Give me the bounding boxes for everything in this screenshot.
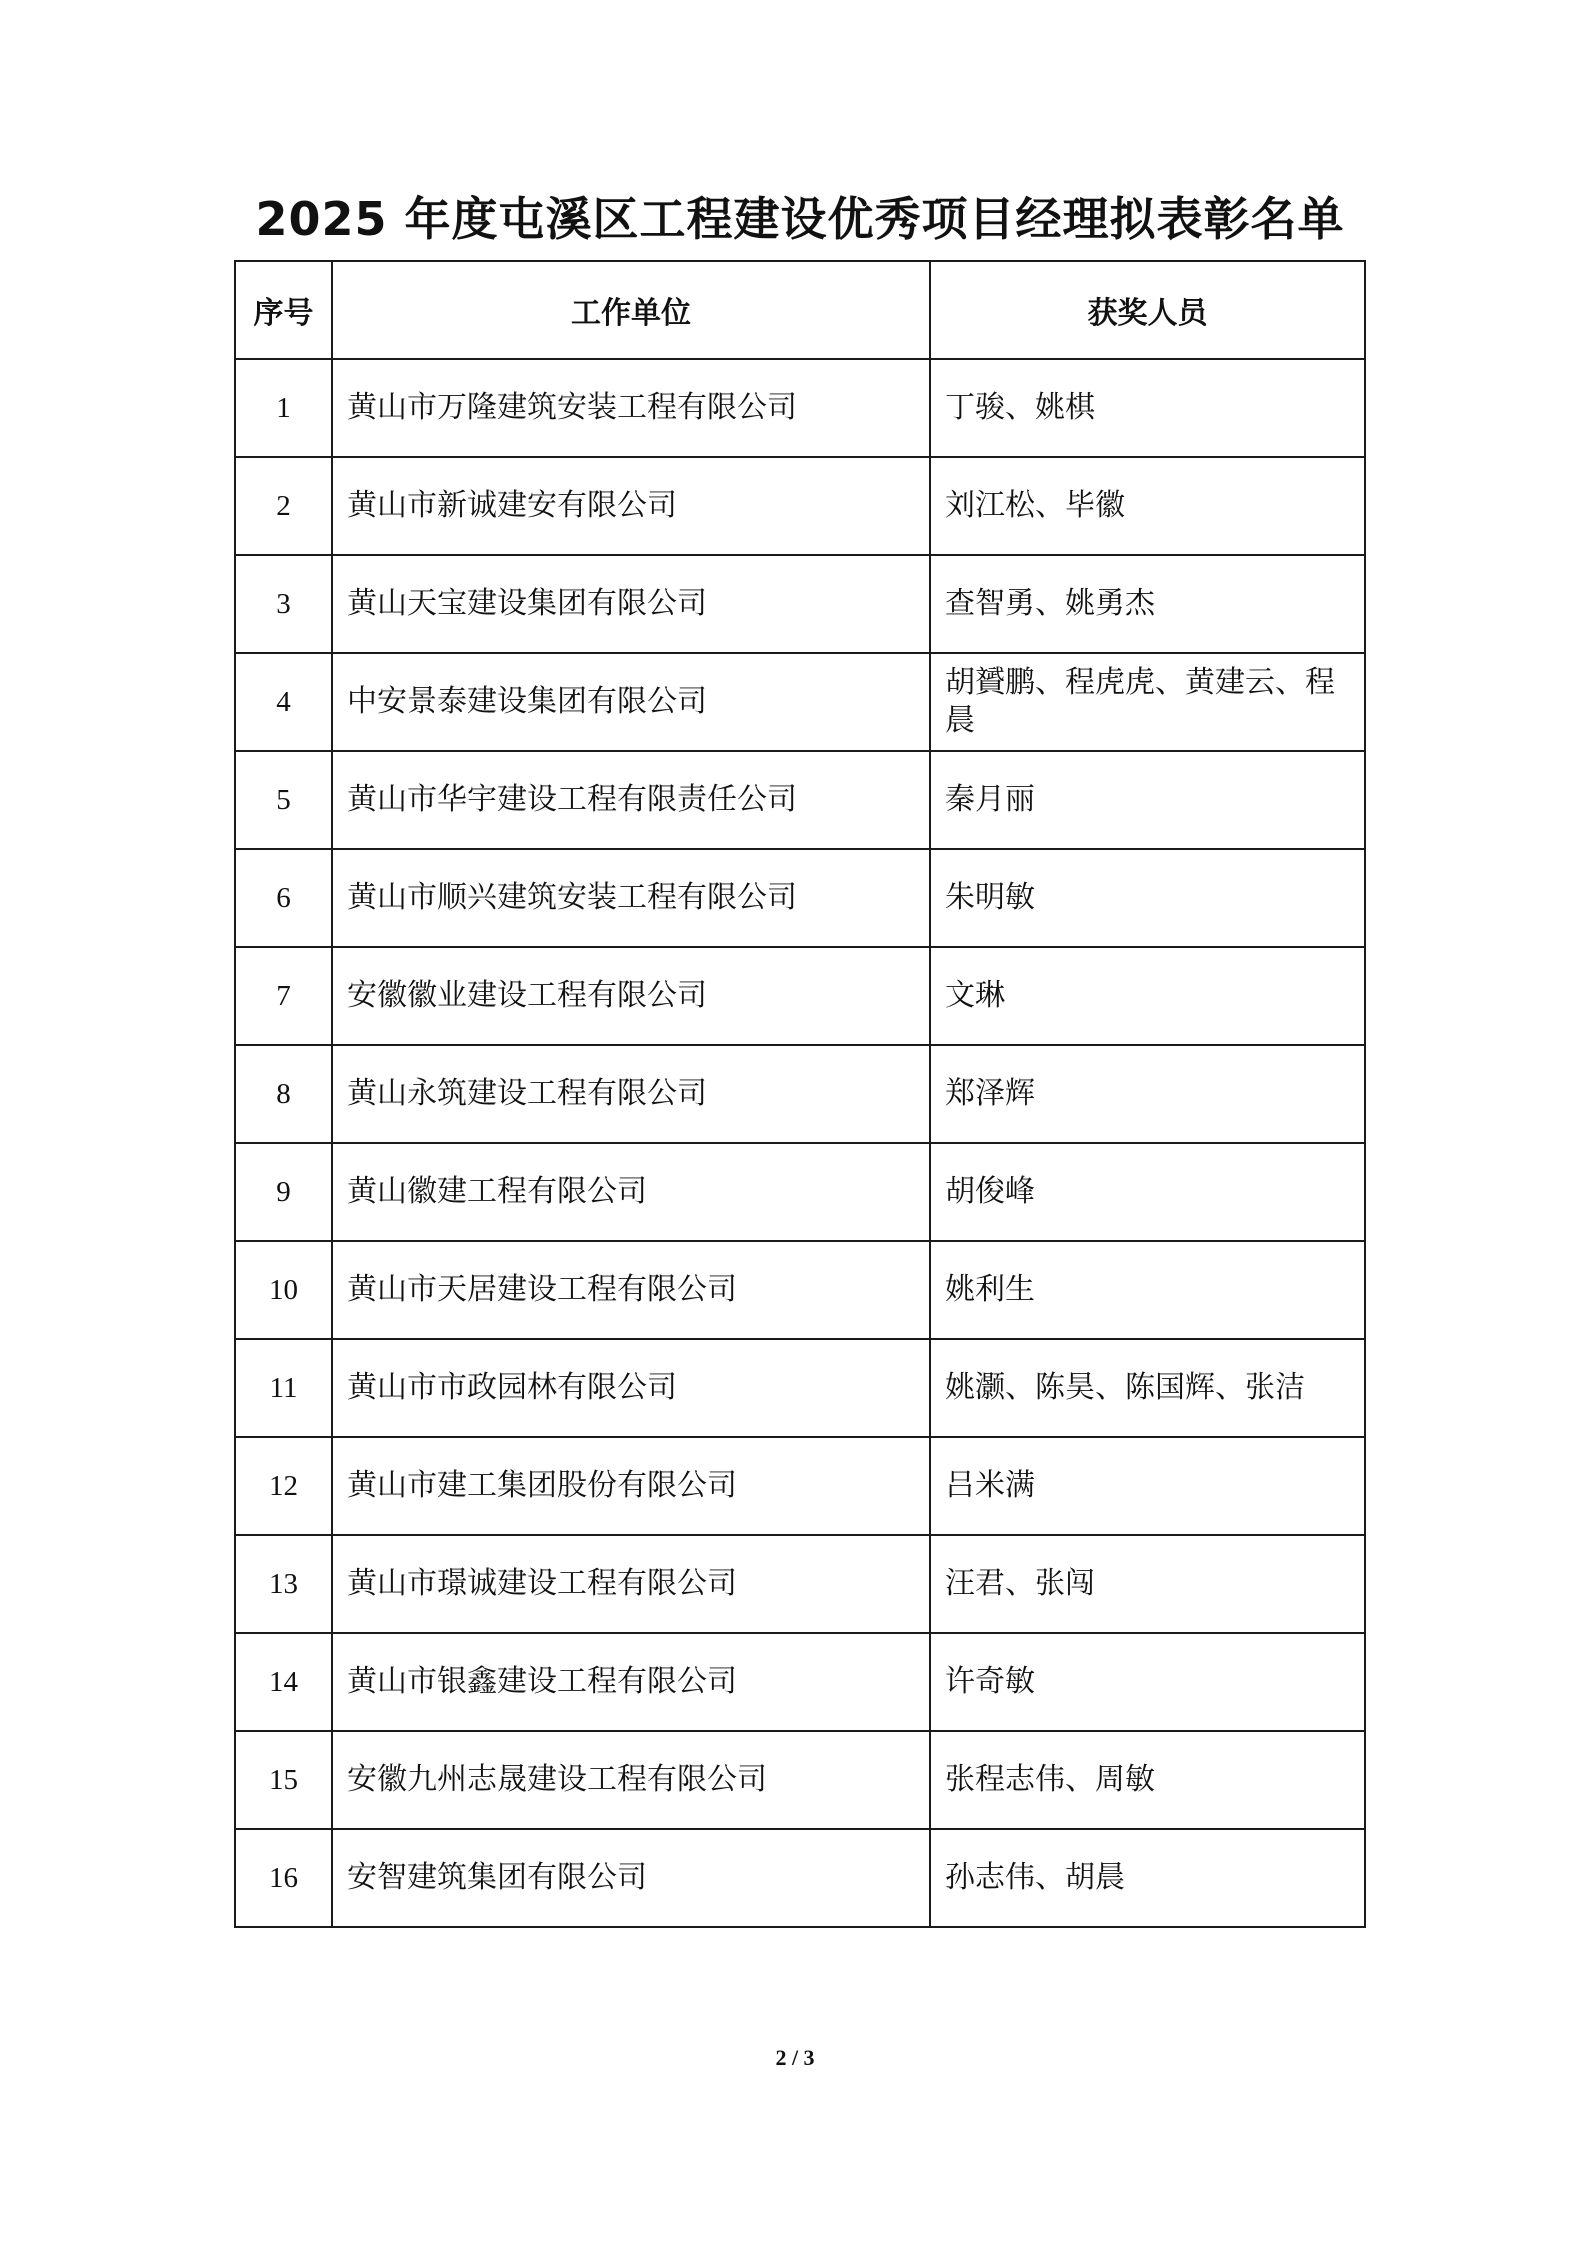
row-number: 14 [235,1633,332,1731]
row-work-unit: 黄山市华宇建设工程有限责任公司 [332,751,930,849]
row-work-unit: 黄山市万隆建筑安装工程有限公司 [332,359,930,457]
row-work-unit: 黄山市顺兴建筑安装工程有限公司 [332,849,930,947]
row-number: 3 [235,555,332,653]
row-awardees: 胡俊峰 [930,1143,1365,1241]
row-awardees: 吕米满 [930,1437,1365,1535]
row-awardees: 姚利生 [930,1241,1365,1339]
table-row [235,653,1365,751]
row-work-unit: 安徽徽业建设工程有限公司 [332,947,930,1045]
row-work-unit: 黄山天宝建设集团有限公司 [332,555,930,653]
row-number: 11 [235,1339,332,1437]
row-awardees: 丁骏、姚棋 [930,359,1365,457]
table-row [235,1437,1365,1535]
row-work-unit: 黄山永筑建设工程有限公司 [332,1045,930,1143]
row-awardees: 姚灏、陈昊、陈国辉、张洁 [930,1339,1365,1437]
row-awardees: 孙志伟、胡晨 [930,1829,1365,1927]
row-work-unit: 安智建筑集团有限公司 [332,1829,930,1927]
row-number: 7 [235,947,332,1045]
table-row [235,1339,1365,1437]
table-row [235,555,1365,653]
row-number: 16 [235,1829,332,1927]
table-row [235,1633,1365,1731]
row-awardees: 朱明敏 [930,849,1365,947]
table-row [235,1143,1365,1241]
row-number: 4 [235,653,332,751]
row-awardees: 汪君、张闯 [930,1535,1365,1633]
row-number: 2 [235,457,332,555]
document-title: 2025 年度屯溪区工程建设优秀项目经理拟表彰名单 [255,192,1345,246]
table-row [235,359,1365,457]
row-number: 6 [235,849,332,947]
header-serial-number: 序号 [235,261,332,359]
row-awardees: 许奇敏 [930,1633,1365,1731]
row-number: 10 [235,1241,332,1339]
row-work-unit: 黄山市天居建设工程有限公司 [332,1241,930,1339]
row-work-unit: 黄山市银鑫建设工程有限公司 [332,1633,930,1731]
row-number: 8 [235,1045,332,1143]
row-work-unit: 黄山市建工集团股份有限公司 [332,1437,930,1535]
table-row [235,1535,1365,1633]
row-work-unit: 黄山市新诚建安有限公司 [332,457,930,555]
row-number: 12 [235,1437,332,1535]
row-number: 1 [235,359,332,457]
row-number: 9 [235,1143,332,1241]
row-number: 15 [235,1731,332,1829]
table-row [235,1045,1365,1143]
row-number: 13 [235,1535,332,1633]
row-awardees: 文琳 [930,947,1365,1045]
header-work-unit: 工作单位 [332,261,930,359]
table-row [235,457,1365,555]
row-work-unit: 黄山徽建工程有限公司 [332,1143,930,1241]
award-table [234,260,1366,1928]
row-awardees: 秦月丽 [930,751,1365,849]
table-row [235,1829,1365,1927]
page-number: 2 / 3 [775,2045,815,2070]
table-header-row [235,261,1365,359]
row-awardees: 刘江松、毕徽 [930,457,1365,555]
row-awardees: 郑泽辉 [930,1045,1365,1143]
table-row [235,1731,1365,1829]
table-row [235,751,1365,849]
row-work-unit: 安徽九州志晟建设工程有限公司 [332,1731,930,1829]
table-row [235,947,1365,1045]
row-awardees: 张程志伟、周敏 [930,1731,1365,1829]
row-work-unit: 中安景泰建设集团有限公司 [332,653,930,751]
row-work-unit: 黄山市市政园林有限公司 [332,1339,930,1437]
row-awardees: 胡贇鹏、程虎虎、黄建云、程晨 [930,653,1365,751]
row-work-unit: 黄山市璟诚建设工程有限公司 [332,1535,930,1633]
row-number: 5 [235,751,332,849]
table-row [235,849,1365,947]
table-row [235,1241,1365,1339]
row-awardees: 查智勇、姚勇杰 [930,555,1365,653]
header-awardees: 获奖人员 [930,261,1365,359]
